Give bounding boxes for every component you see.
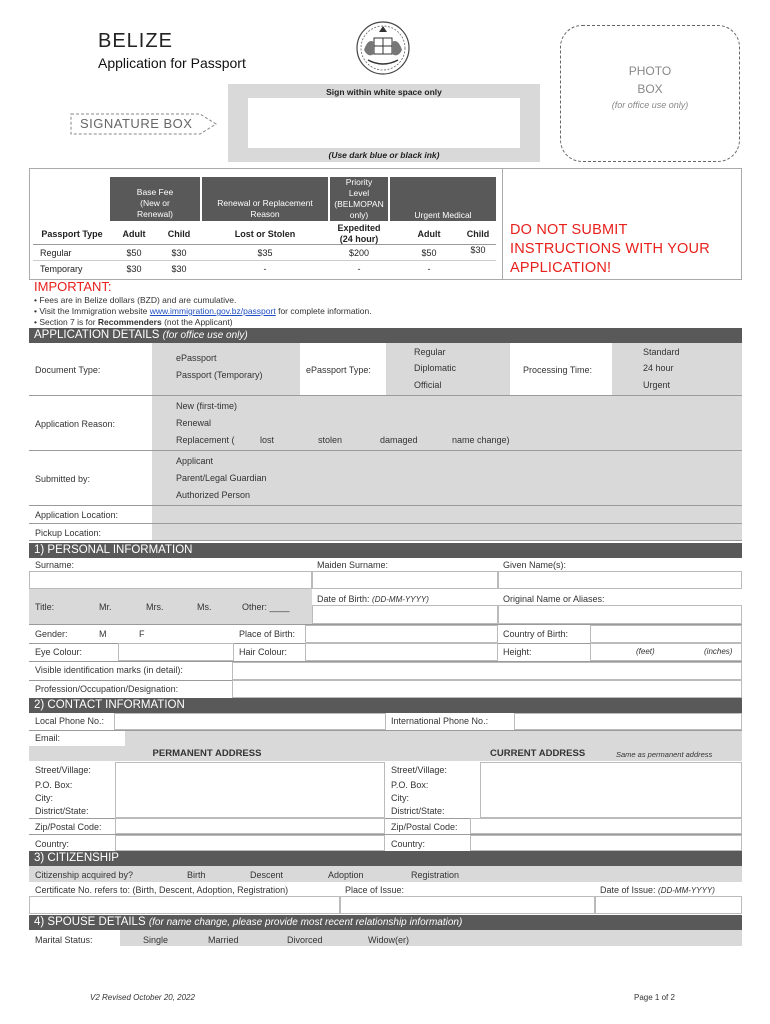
given-names-field[interactable] bbox=[498, 571, 742, 589]
sub-option-authorized[interactable]: Authorized Person bbox=[176, 490, 251, 500]
col-expedited: Expedited (24 hour) bbox=[337, 223, 381, 244]
pickup-location-label: Pickup Location: bbox=[35, 528, 102, 538]
sub-option-guardian[interactable]: Parent/Legal Guardian bbox=[176, 473, 267, 483]
fee-row-type: Regular bbox=[40, 248, 72, 258]
country-of-birth-field[interactable] bbox=[590, 625, 742, 643]
perm-zip-field[interactable] bbox=[115, 818, 385, 834]
photo-box-label: PHOTO bbox=[628, 64, 672, 78]
fee-row-urgent-child: $30 bbox=[470, 245, 486, 255]
ink-instruction: (Use dark blue or black ink) bbox=[328, 150, 440, 160]
local-phone-label: Local Phone No.: bbox=[35, 716, 105, 726]
application-location-label: Application Location: bbox=[35, 510, 119, 520]
reason-option-replacement[interactable]: Replacement ( bbox=[176, 435, 235, 445]
place-of-birth-field[interactable] bbox=[305, 625, 498, 643]
fee-row-adult: $50 bbox=[126, 248, 142, 258]
photo-box-label-2: BOX bbox=[637, 82, 663, 96]
place-of-issue-field[interactable] bbox=[340, 896, 595, 914]
important-bullet-1: • Fees are in Belize dollars (BZD) and are cumulative. bbox=[34, 295, 237, 305]
curr-city-label: City: bbox=[391, 793, 409, 803]
doc-option-epassport[interactable]: ePassport bbox=[176, 353, 217, 363]
fee-header-priority: Priority Level (BELMOPAN only) bbox=[330, 177, 388, 221]
maiden-surname-field[interactable] bbox=[312, 571, 498, 589]
hair-colour-field[interactable] bbox=[305, 643, 498, 661]
curr-zip-field[interactable] bbox=[470, 818, 742, 834]
curr-district-label: District/State: bbox=[391, 806, 445, 816]
fee-row-adult: $30 bbox=[126, 264, 142, 274]
title-option-mr[interactable]: Mr. bbox=[99, 602, 112, 612]
fee-vertical-divider bbox=[502, 168, 503, 280]
title-label: Title: bbox=[35, 602, 55, 612]
signature-box-tag bbox=[70, 113, 218, 137]
perm-zip-label: Zip/Postal Code: bbox=[35, 822, 102, 832]
title-option-other[interactable]: Other: ____ bbox=[242, 602, 290, 612]
fee-divider-2 bbox=[33, 260, 496, 261]
immigration-website-link[interactable]: www.immigration.gov.bz/passport bbox=[149, 306, 276, 316]
curr-country-label: Country: bbox=[391, 839, 426, 849]
fee-header-urgent: Urgent Medical bbox=[390, 177, 496, 221]
height-feet-unit: (feet) bbox=[636, 647, 655, 656]
marital-option-married[interactable]: Married bbox=[208, 935, 239, 945]
fee-row-expedited: $200 bbox=[348, 248, 370, 258]
ep-option-regular[interactable]: Regular bbox=[414, 347, 446, 357]
citizenship-option-registration[interactable]: Registration bbox=[411, 870, 460, 880]
important-bullet-3: • Section 7 is for Recommenders (not the Applicant) bbox=[34, 317, 233, 327]
revision-note: V2 Revised October 20, 2022 bbox=[90, 993, 195, 1002]
original-name-label: Original Name or Aliases: bbox=[503, 594, 605, 604]
given-names-label: Given Name(s): bbox=[503, 560, 567, 570]
hair-colour-label: Hair Colour: bbox=[239, 647, 288, 657]
certificate-label: Certificate No. refers to: (Birth, Descent, Adoption, Registration) bbox=[35, 885, 289, 895]
email-field[interactable] bbox=[125, 731, 742, 746]
col-adult: Adult bbox=[122, 229, 146, 239]
pt-option-urgent[interactable]: Urgent bbox=[643, 380, 671, 390]
perm-address-field[interactable] bbox=[115, 762, 385, 818]
dob-label: Date of Birth: (DD-MM-YYYY) bbox=[317, 594, 429, 604]
certificate-field[interactable] bbox=[29, 896, 340, 914]
same-as-permanent-option[interactable]: Same as permanent address bbox=[616, 750, 713, 759]
fee-row-expedited: - bbox=[357, 264, 361, 274]
sign-instruction: Sign within white space only bbox=[326, 87, 442, 97]
form-title: Application for Passport bbox=[98, 55, 246, 71]
submitted-by-label: Submitted by: bbox=[35, 474, 91, 484]
fee-row-lost: $35 bbox=[257, 248, 273, 258]
fee-row-urgent-adult: $50 bbox=[421, 248, 437, 258]
reason-option-lost[interactable]: lost bbox=[260, 435, 275, 445]
gender-label: Gender: bbox=[35, 629, 68, 639]
profession-label: Profession/Occupation/Designation: bbox=[35, 684, 179, 694]
perm-country-field[interactable] bbox=[115, 835, 385, 851]
marital-option-widow[interactable]: Widow(er) bbox=[368, 935, 410, 945]
col-adult-urgent: Adult bbox=[417, 229, 441, 239]
col-passport-type: Passport Type bbox=[41, 229, 103, 239]
spouse-details-header: 4) SPOUSE DETAILS (for name change, please provide most recent relationship information) bbox=[29, 915, 742, 930]
fee-row-lost: - bbox=[263, 264, 267, 274]
title-option-ms[interactable]: Ms. bbox=[197, 602, 212, 612]
reason-option-renewal[interactable]: Renewal bbox=[176, 418, 212, 428]
fee-row-child: $30 bbox=[171, 248, 187, 258]
marital-status-label: Marital Status: bbox=[35, 935, 93, 945]
important-title: IMPORTANT: bbox=[34, 279, 112, 294]
reason-option-new[interactable]: New (first-time) bbox=[176, 401, 237, 411]
marital-option-single[interactable]: Single bbox=[143, 935, 169, 945]
ep-option-diplomatic[interactable]: Diplomatic bbox=[414, 363, 457, 373]
photo-box-note: (for office use only) bbox=[611, 100, 689, 110]
coat-of-arms-icon bbox=[352, 20, 414, 76]
application-details-header: APPLICATION DETAILS (for office use only) bbox=[29, 328, 742, 343]
curr-po-label: P.O. Box: bbox=[391, 780, 429, 790]
original-name-field[interactable] bbox=[498, 605, 742, 624]
reason-option-stolen[interactable]: stolen bbox=[318, 435, 343, 445]
dob-field[interactable] bbox=[312, 605, 498, 624]
important-bullet-2: • Visit the Immigration website www.immigration.gov.bz/passport for complete information. bbox=[34, 306, 372, 316]
height-label: Height: bbox=[503, 647, 532, 657]
perm-district-label: District/State: bbox=[35, 806, 89, 816]
fee-row-urgent-adult: - bbox=[427, 264, 431, 274]
permanent-address-heading: PERMANENT ADDRESS bbox=[152, 748, 262, 759]
contact-info-header: 2) CONTACT INFORMATION bbox=[29, 698, 742, 713]
visible-marks-label: Visible identification marks (in detail): bbox=[35, 665, 183, 675]
citizenship-acquired-label: Citizenship acquired by? bbox=[35, 870, 134, 880]
page-number: Page 1 of 2 bbox=[634, 993, 675, 1002]
fee-divider bbox=[33, 244, 496, 245]
marital-option-divorced[interactable]: Divorced bbox=[287, 935, 323, 945]
curr-country-field[interactable] bbox=[470, 835, 742, 851]
pt-option-24hour[interactable]: 24 hour bbox=[643, 363, 674, 373]
citizenship-option-descent[interactable]: Descent bbox=[250, 870, 284, 880]
doc-option-temporary[interactable]: Passport (Temporary) bbox=[176, 370, 263, 380]
do-not-submit-warning: DO NOT SUBMIT INSTRUCTIONS WITH YOUR APPLICATION! bbox=[510, 222, 710, 276]
visible-marks-field[interactable] bbox=[232, 662, 742, 680]
perm-street-label: Street/Village: bbox=[35, 765, 91, 775]
eye-colour-label: Eye Colour: bbox=[35, 647, 83, 657]
title-option-mrs[interactable]: Mrs. bbox=[146, 602, 164, 612]
gender-option-f[interactable]: F bbox=[139, 629, 145, 639]
sub-option-applicant[interactable]: Applicant bbox=[176, 456, 214, 466]
eye-colour-field[interactable] bbox=[118, 643, 234, 661]
document-type-label: Document Type: bbox=[35, 365, 101, 375]
maiden-surname-label: Maiden Surname: bbox=[317, 560, 389, 570]
citizenship-option-birth[interactable]: Birth bbox=[187, 870, 206, 880]
gender-option-m[interactable]: M bbox=[99, 629, 107, 639]
current-address-heading: CURRENT ADDRESS bbox=[490, 748, 586, 759]
height-inches-unit: (inches) bbox=[704, 647, 733, 656]
photo-box bbox=[560, 25, 740, 162]
col-lost-stolen: Lost or Stolen bbox=[234, 229, 296, 239]
surname-label: Surname: bbox=[35, 560, 75, 570]
personal-info-header: 1) PERSONAL INFORMATION bbox=[29, 543, 742, 558]
date-of-issue-label: Date of Issue: (DD-MM-YYYY) bbox=[600, 885, 715, 895]
date-of-issue-field[interactable] bbox=[595, 896, 742, 914]
surname-field[interactable] bbox=[29, 571, 312, 589]
col-child-urgent: Child bbox=[466, 229, 490, 239]
curr-address-field[interactable] bbox=[480, 762, 742, 818]
application-reason-label: Application Reason: bbox=[35, 419, 116, 429]
col-child: Child bbox=[167, 229, 191, 239]
citizenship-row-bg bbox=[29, 866, 742, 882]
ep-option-official[interactable]: Official bbox=[414, 380, 442, 390]
place-of-issue-label: Place of Issue: bbox=[345, 885, 405, 895]
intl-phone-label: International Phone No.: bbox=[391, 716, 489, 726]
epassport-type-label: ePassport Type: bbox=[306, 365, 371, 375]
country-of-birth-label: Country of Birth: bbox=[503, 629, 569, 639]
signature-box-label: SIGNATURE BOX bbox=[80, 116, 193, 131]
processing-time-label: Processing Time: bbox=[523, 365, 593, 375]
pt-option-standard[interactable]: Standard bbox=[643, 347, 680, 357]
profession-field[interactable] bbox=[232, 680, 742, 698]
curr-street-label: Street/Village: bbox=[391, 765, 447, 775]
fee-header-renewal: Renewal or Replacement Reason bbox=[202, 177, 328, 221]
fee-row-child: $30 bbox=[171, 264, 187, 274]
email-label: Email: bbox=[35, 733, 61, 743]
perm-po-label: P.O. Box: bbox=[35, 780, 73, 790]
place-of-birth-label: Place of Birth: bbox=[239, 629, 296, 639]
reason-option-damaged[interactable]: damaged bbox=[380, 435, 418, 445]
signature-field[interactable] bbox=[248, 98, 520, 148]
citizenship-option-adoption[interactable]: Adoption bbox=[328, 870, 364, 880]
citizenship-header: 3) CITIZENSHIP bbox=[29, 851, 742, 866]
perm-country-label: Country: bbox=[35, 839, 70, 849]
curr-zip-label: Zip/Postal Code: bbox=[391, 822, 458, 832]
country-title: BELIZE bbox=[98, 30, 173, 52]
perm-city-label: City: bbox=[35, 793, 53, 803]
reason-option-name-change[interactable]: name change) bbox=[452, 435, 510, 445]
local-phone-field[interactable] bbox=[114, 713, 386, 730]
fee-header-base: Base Fee (New or Renewal) bbox=[110, 177, 200, 221]
intl-phone-field[interactable] bbox=[514, 713, 742, 730]
fee-row-type: Temporary bbox=[40, 264, 83, 274]
